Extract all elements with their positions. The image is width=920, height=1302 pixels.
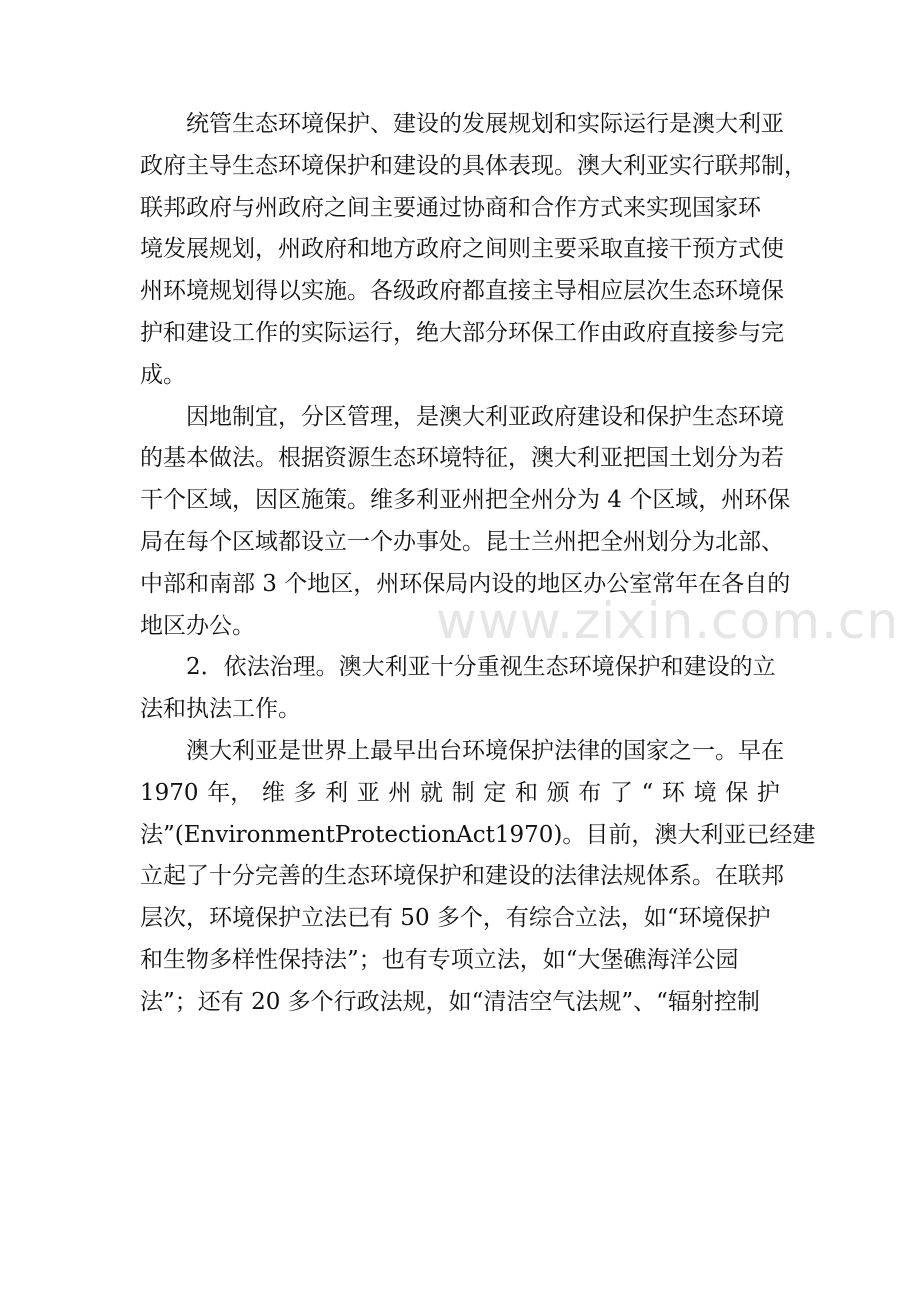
paragraph-3-line-2: 法和执法工作。 — [140, 696, 301, 723]
spread-word: 州 — [388, 779, 412, 806]
paragraph-1-line-4: 境发展规划，州政府和地方政府之间则主要采取直接干预方式使 — [140, 236, 784, 263]
spread-word: 维 — [261, 779, 285, 806]
paragraph-1-line-6: 护和建设工作的实际运行，绝大部分环保工作由政府直接参与完 — [140, 319, 784, 346]
spread-word: 环 — [661, 779, 685, 806]
spread-word: 1970 — [140, 779, 199, 806]
paragraph-2-line-1: 因地制宜，分区管理，是澳大利亚政府建设和保护生态环境 — [186, 403, 784, 430]
spread-word: 多 — [293, 779, 317, 806]
spread-word: 就 — [420, 779, 444, 806]
spread-word: 境 — [693, 779, 717, 806]
spread-word: 利 — [325, 779, 349, 806]
spread-word: 年， — [207, 779, 254, 806]
watermark: www.zixin.com.cn — [436, 592, 900, 650]
paragraph-4-line-1: 澳大利亚是世界上最早出台环境保护法律的国家之一。早在 — [186, 737, 784, 764]
paragraph-2-line-6: 地区办公。 — [140, 612, 255, 639]
spread-word: 和 — [514, 779, 538, 806]
spread-word: 制 — [451, 779, 475, 806]
paragraph-2-line-2: 的基本做法。根据资源生态环境特征，澳大利亚把国土划分为若 — [140, 445, 784, 472]
paragraph-1-line-1: 统管生态环境保护、建设的发展规划和实际运行是澳大利亚 — [186, 111, 784, 137]
document-body — [140, 104, 816, 1024]
spread-word: “ — [641, 779, 654, 806]
spread-word: 布 — [578, 779, 602, 806]
spread-word: 了 — [609, 779, 633, 806]
paragraph-4-line-5: 层次，环境保护立法已有 50 多个，有综合立法，如“环境保护 — [140, 905, 771, 932]
paragraph-1-line-3: 联邦政府与州政府之间主要通过协商和合作方式来实现国家环 — [140, 194, 761, 221]
spread-word: 颁 — [546, 779, 570, 806]
spread-word: 护 — [756, 779, 780, 806]
paragraph-4-line-2 — [140, 773, 780, 815]
spread-word: 亚 — [356, 779, 380, 806]
paragraph-2-line-5: 中部和南部 3 个地区，州环保局内设的地区办公室常年在各自的 — [140, 570, 791, 597]
paragraph-4-line-7: 法”；还有 20 多个行政法规，如“清洁空气法规”、“辐射控制 — [140, 988, 760, 1015]
paragraph-4-line-3: 法”(EnvironmentProtectionAct1970)。目前，澳大利亚已经建 — [140, 821, 816, 848]
paragraph-1-line-7: 成。 — [140, 361, 186, 388]
paragraph-2-line-3: 干个区域，因区施策。维多利亚州把全州分为 4 个区域，州环保 — [140, 487, 791, 514]
paragraph-2-line-4: 局在每个区域都设立一个办事处。昆士兰州把全州划分为北部、 — [140, 528, 784, 555]
paragraph-1-line-2: 政府主导生态环境保护和建设的具体表现。澳大利亚实行联邦制， — [140, 152, 807, 179]
spread-word: 定 — [483, 779, 507, 806]
paragraph-4-line-6: 和生物多样性保持法”；也有专项立法，如“大堡礁海洋公园 — [140, 946, 739, 973]
paragraph-3-line-1: 2．依法治理。澳大利亚十分重视生态环境保护和建设的立 — [186, 654, 776, 681]
paragraph-4-line-4: 立起了十分完善的生态环境保护和建设的法律法规体系。在联邦 — [140, 863, 784, 890]
spread-word: 保 — [725, 779, 749, 806]
paragraph-1-line-5: 州环境规划得以实施。各级政府都直接主导相应层次生态环境保 — [140, 278, 784, 305]
